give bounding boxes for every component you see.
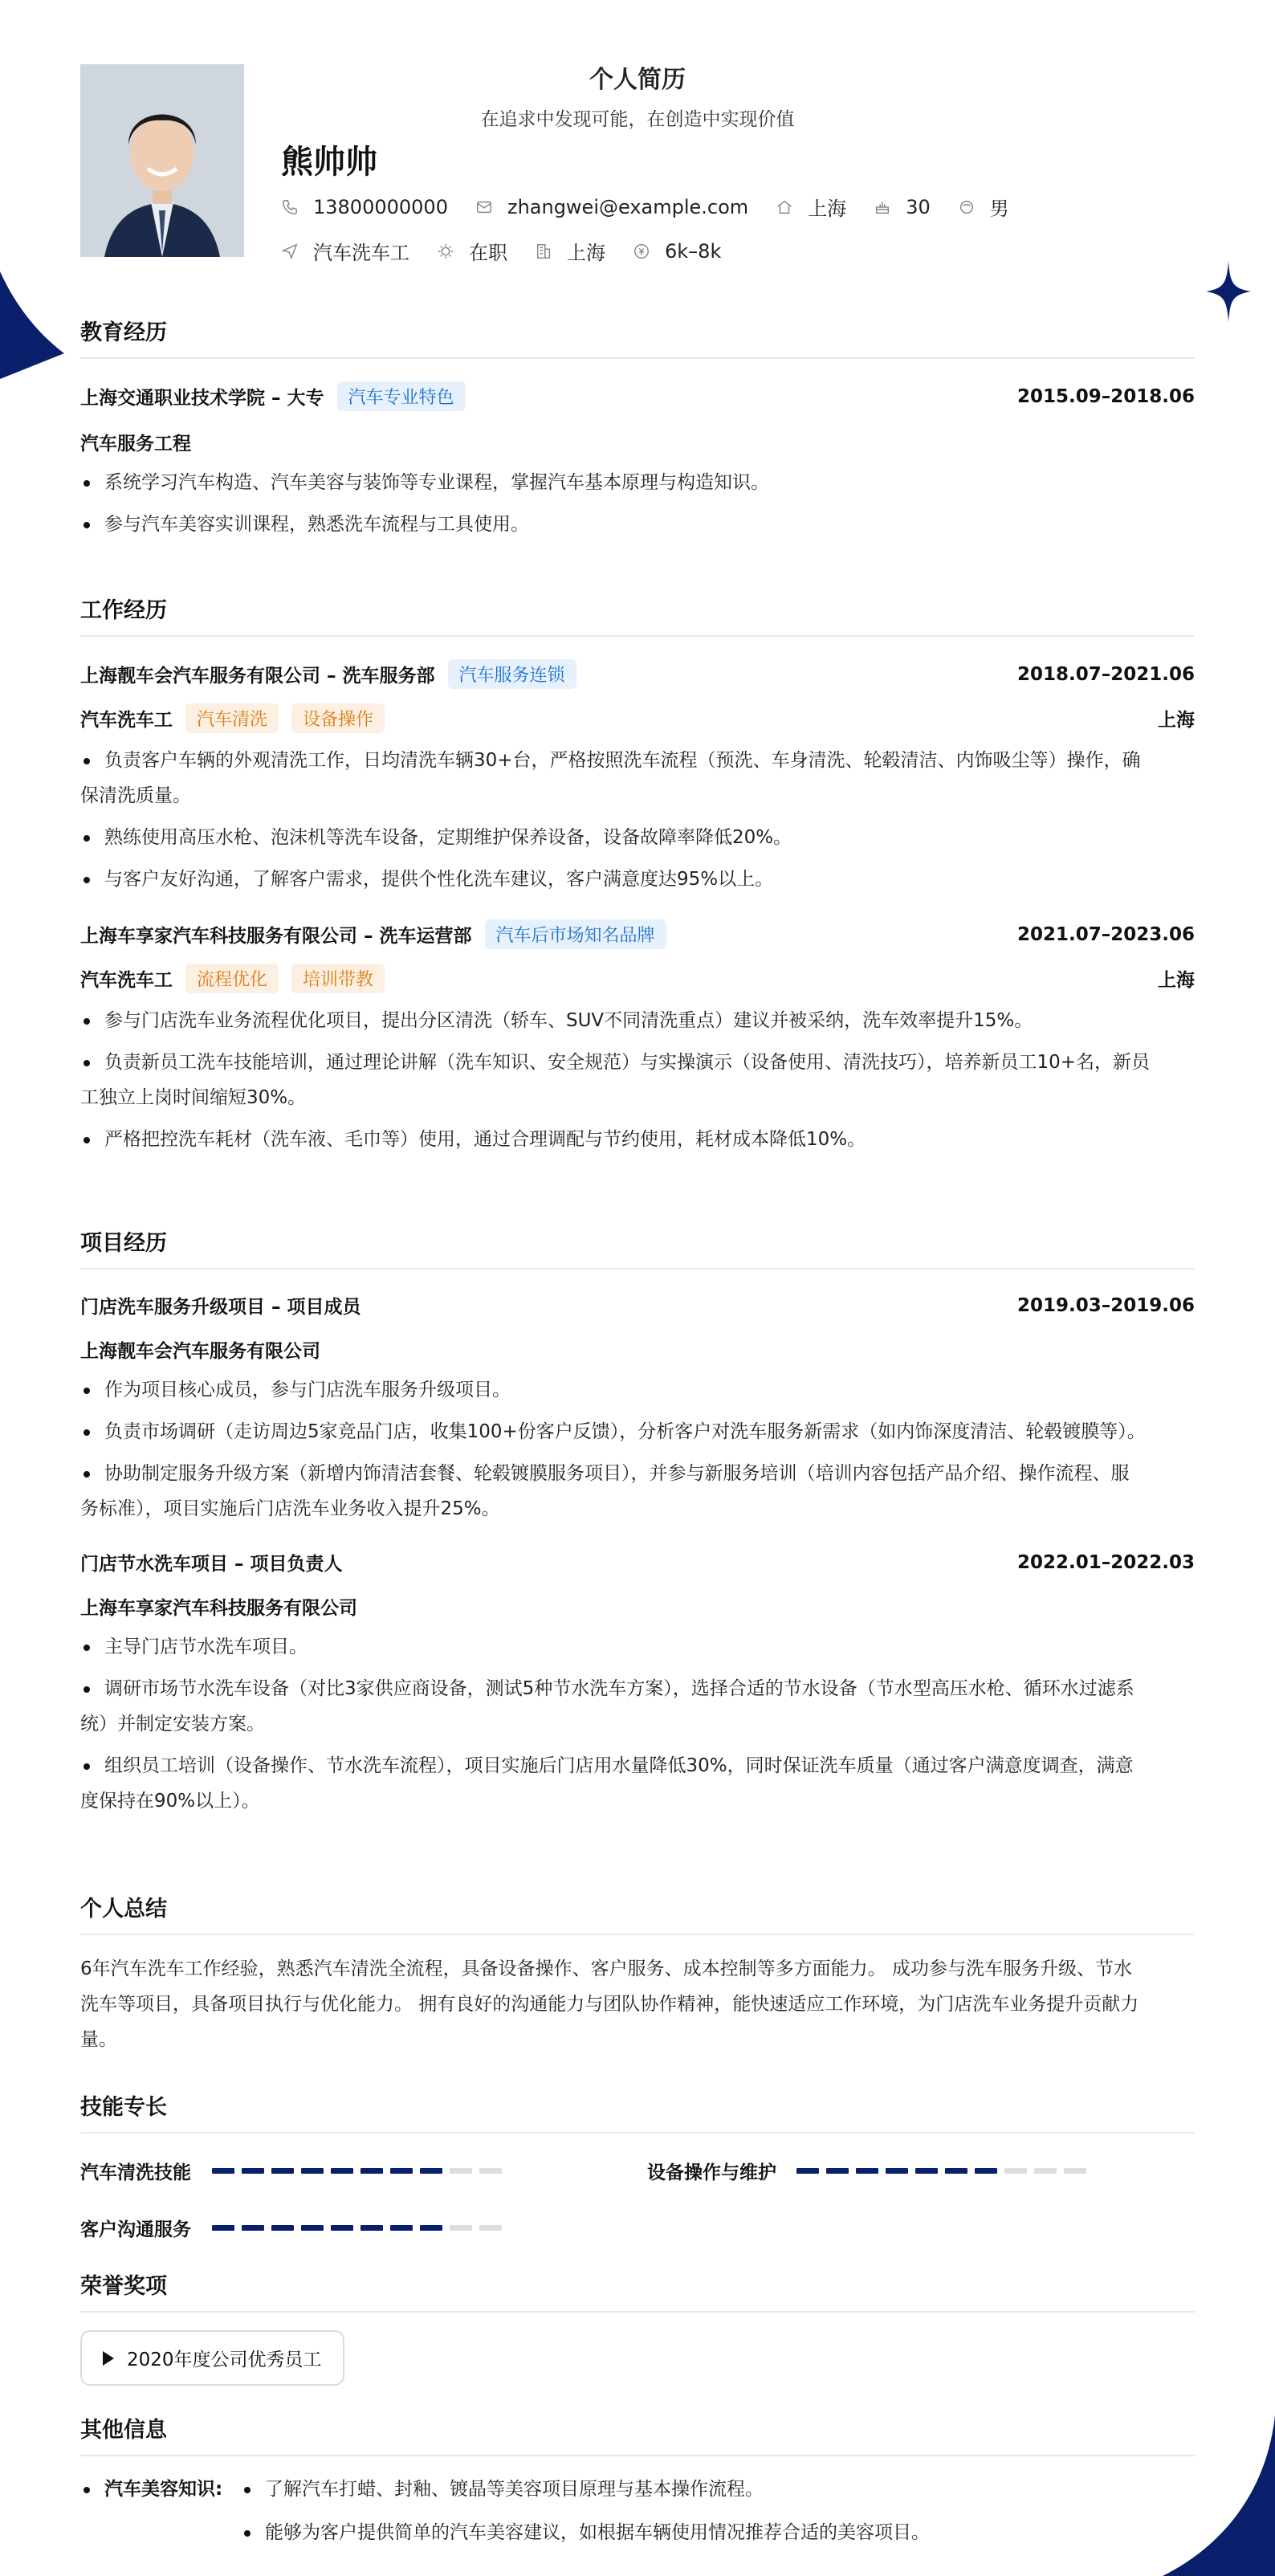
skill-segment-filled	[331, 2168, 353, 2174]
skill-segment-filled	[242, 2225, 264, 2231]
project-bullets	[80, 1629, 1195, 1819]
company-tag: 汽车服务连锁	[448, 659, 576, 689]
age-text: 30	[906, 195, 931, 218]
education-section	[80, 315, 1195, 542]
salary-icon	[633, 243, 650, 260]
work-section	[80, 593, 1195, 1157]
skill-segment-filled	[212, 2225, 234, 2231]
gender-icon	[958, 198, 976, 216]
company-name: 上海车享家汽车科技服务有限公司 – 洗车运营部	[80, 926, 472, 947]
job-entry-head	[80, 659, 1195, 689]
project-entry-head	[80, 1292, 1195, 1319]
skill-segment-filled	[945, 2168, 967, 2174]
skills-row	[80, 2158, 1195, 2184]
building-icon	[535, 243, 552, 260]
job-status-text: 在职	[469, 242, 507, 264]
education-bullets	[80, 465, 1195, 542]
job-date: 2021.07–2023.06	[1016, 923, 1195, 945]
list-item	[80, 1671, 1195, 1742]
skill-segment-filled	[301, 2168, 324, 2174]
project-entry-head	[80, 1549, 1195, 1575]
project-date: 2022.01–2022.03	[1016, 1551, 1195, 1573]
skill-segment-filled	[271, 2225, 294, 2231]
skill-segment-filled	[915, 2168, 938, 2174]
skill-segment-filled	[271, 2168, 294, 2174]
list-item: 参与汽车美容实训课程，熟悉洗车流程与工具使用。	[80, 507, 1195, 542]
skill-segment-filled	[420, 2225, 442, 2231]
skill-segment-filled	[390, 2225, 413, 2231]
skill-item	[80, 2215, 509, 2241]
project-date: 2019.03–2019.06	[1016, 1294, 1195, 1316]
salary-text: 6k–8k	[665, 239, 722, 263]
list-item: 了解汽车打蜡、封釉、镀晶等美容项目原理与基本操作流程。	[241, 2468, 930, 2511]
other-content	[80, 2468, 1195, 2554]
contact-info-row	[281, 193, 1037, 221]
list-item	[80, 743, 1195, 813]
honors-title: 荣誉奖项	[80, 2268, 1195, 2313]
skill-segment-empty	[1064, 2168, 1086, 2174]
skill-segment-filled	[212, 2168, 234, 2174]
list-item: 熟练使用高压水枪、泡沫机等洗车设备，定期维护保养设备，设备故障率降低20%。	[80, 820, 1195, 855]
list-item	[80, 1045, 1195, 1115]
bullet-line: 务标准），项目实施后门店洗车业务收入提升25%。	[80, 1498, 500, 1519]
other-section	[80, 2412, 1195, 2554]
job-city-text: 上海	[567, 242, 605, 264]
other-row	[80, 2468, 1195, 2554]
home-icon	[776, 198, 793, 216]
skill-segment-filled	[420, 2168, 442, 2174]
skill-segment-filled	[361, 2225, 383, 2231]
job-city: 上海	[1158, 710, 1195, 731]
skill-name: 设备操作与维护	[647, 2162, 776, 2183]
bullet-line: 负责客户车辆的外观清洗工作，日均清洗车辆30+台，严格按照洗车流程（预洗、车身清洗、轮毂清洁、内饰吸尘等）操作，确	[104, 750, 1141, 771]
project-bullets	[80, 1372, 1195, 1526]
job-bullets	[80, 1003, 1195, 1157]
phone-text: 13800000000	[313, 195, 448, 218]
education-title: 教育经历	[80, 315, 1195, 359]
list-item: 参与门店洗车业务流程优化项目，提出分区清洗（轿车、SUV不同清洗重点）建议并被采纳，洗车效率提升15%。	[80, 1003, 1195, 1038]
skill-segment-empty	[1004, 2168, 1027, 2174]
project-company: 上海车享家汽车科技服务有限公司	[80, 1598, 357, 1619]
list-item: 严格把控洗车耗材（洗车液、毛巾等）使用，通过合理调配与节约使用，耗材成本降低10%。	[80, 1122, 1195, 1157]
gender-item	[958, 193, 1009, 221]
job-bullets	[80, 743, 1195, 897]
projects-section	[80, 1225, 1195, 1819]
skills-section	[80, 2089, 1195, 2241]
job-city-item	[535, 237, 605, 265]
location-text: 上海	[808, 198, 847, 220]
skill-segment-filled	[390, 2168, 413, 2174]
salary-item	[633, 240, 721, 263]
summary-title: 个人总结	[80, 1891, 1195, 1935]
list-item: 负责市场调研（走访周边5家竞品门店，收集100+份客户反馈），分析客户对洗车服务新需求（如内饰深度清洁、轮毂镀膜等）。	[80, 1414, 1195, 1449]
role-name: 汽车洗车工	[80, 970, 173, 991]
honor-text: 2020年度公司优秀员工	[127, 2350, 322, 2370]
triangle-icon	[103, 2351, 114, 2366]
summary-line: 洗车等项目，具备项目执行与优化能力。 拥有良好的沟通能力与团队协作精神，能快速适应工作环境，为门店洗车业务提升贡献力	[80, 1994, 1139, 2015]
skill-segment-filled	[301, 2225, 324, 2231]
major-name: 汽车服务工程	[80, 434, 191, 454]
skill-item	[647, 2158, 1094, 2184]
job-target-text: 汽车洗车工	[313, 242, 409, 264]
status-icon	[437, 243, 454, 260]
document-title: 个人简历	[589, 66, 686, 94]
job-status-item	[437, 237, 507, 265]
resume-page	[80, 0, 1195, 2543]
job-info-row	[281, 237, 748, 265]
list-item: 能够为客户提供简单的汽车美容建议，如根据车辆使用情况推荐合适的美容项目。	[241, 2511, 930, 2554]
skills-row	[80, 2215, 1195, 2241]
location-item	[776, 193, 846, 221]
company-name: 上海靓车会汽车服务有限公司 – 洗车服务部	[80, 666, 435, 687]
job-role-row	[80, 964, 1195, 993]
skill-segment-filled	[796, 2168, 819, 2174]
bullet-line: 组织员工培训（设备操作、节水洗车流程），项目实施后门店用水量降低30%，同时保证洗车质量（通过客户满意度调查，满意	[104, 1755, 1134, 1776]
decorative-circle-left	[0, 225, 64, 385]
bullet-line: 负责新员工洗车技能培训，通过理论讲解（洗车知识、安全规范）与实操演示（设备使用、清洗技巧），培养新员工10+名，新员	[104, 1052, 1151, 1073]
skill-item	[80, 2158, 647, 2184]
bullet-line: 工独立上岗时间缩短30%。	[80, 1087, 307, 1108]
role-name: 汽车洗车工	[80, 710, 173, 731]
company-tag: 汽车后市场知名品牌	[485, 919, 666, 949]
role-tag: 汽车清洗	[185, 703, 279, 733]
skill-segment-filled	[826, 2168, 849, 2174]
skill-segment-empty	[1034, 2168, 1057, 2174]
list-item: 与客户友好沟通，了解客户需求，提供个性化洗车建议，客户满意度达95%以上。	[80, 862, 1195, 897]
education-entry-head	[80, 381, 1195, 411]
skill-segment-filled	[886, 2168, 908, 2174]
candidate-name: 熊帅帅	[281, 144, 377, 181]
education-tag: 汽车专业特色	[337, 381, 466, 411]
other-list	[241, 2468, 930, 2554]
bullet-line: 统）并制定安装方案。	[80, 1714, 265, 1734]
project-company: 上海靓车会汽车服务有限公司	[80, 1341, 320, 1362]
bullet-line: 调研市场节水洗车设备（对比3家供应商设备，测试5种节水洗车方案），选择合适的节水设备（节水型高压水枪、循环水过滤系	[104, 1678, 1134, 1699]
email-item	[475, 196, 748, 218]
list-item: 作为项目核心成员，参与门店洗车服务升级项目。	[80, 1372, 1195, 1408]
work-title: 工作经历	[80, 593, 1195, 637]
send-icon	[281, 243, 299, 260]
skill-segment-filled	[361, 2168, 383, 2174]
skill-segment-empty	[450, 2168, 472, 2174]
list-item	[80, 1748, 1195, 1819]
skill-segment-filled	[242, 2168, 264, 2174]
summary-line: 6年汽车洗车工作经验，熟悉汽车清洗全流程，具备设备操作、客户服务、成本控制等多方面能力。 成功参与洗车服务升级、节水	[80, 1958, 1132, 1979]
skill-segment-filled	[856, 2168, 878, 2174]
honor-item	[80, 2330, 344, 2386]
job-role-row	[80, 703, 1195, 733]
skill-name: 客户沟通服务	[80, 2219, 191, 2240]
role-tag: 设备操作	[291, 703, 385, 733]
skill-name: 汽车清洗技能	[80, 2162, 191, 2183]
skill-segment-empty	[479, 2168, 502, 2174]
star-icon	[1206, 261, 1251, 322]
phone-icon	[281, 198, 299, 216]
list-item: 系统学习汽车构造、汽车美容与装饰等专业课程，掌握汽车基本原理与构造知识。	[80, 465, 1195, 500]
projects-title: 项目经历	[80, 1225, 1195, 1270]
bullet-line: 度保持在90%以上）。	[80, 1791, 260, 1812]
list-item	[80, 1456, 1195, 1526]
skill-segment-filled	[975, 2168, 997, 2174]
job-target-item	[281, 237, 409, 265]
education-date: 2015.09–2018.06	[1016, 385, 1195, 407]
document-subtitle: 在追求中发现可能，在创造中实现价值	[480, 109, 795, 130]
honors-section	[80, 2268, 1195, 2386]
summary-section	[80, 1891, 1195, 2057]
phone-item	[281, 196, 448, 218]
role-tag: 培训带教	[291, 964, 385, 993]
role-tag: 流程优化	[185, 964, 279, 993]
skill-segment-filled	[331, 2225, 353, 2231]
summary-line: 量。	[80, 2029, 117, 2050]
resume-header	[80, 0, 1195, 321]
skill-level-bar	[212, 2225, 509, 2231]
age-item	[874, 196, 931, 218]
bullet-line: 保清洗质量。	[80, 785, 191, 806]
school-name: 上海交通职业技术学院 – 大专	[80, 388, 324, 409]
skill-level-bar	[796, 2168, 1094, 2174]
skills-title: 技能专长	[80, 2089, 1195, 2134]
job-date: 2018.07–2021.06	[1016, 663, 1195, 685]
project-name: 门店节水洗车项目 – 项目负责人	[80, 1554, 343, 1575]
cake-icon	[874, 198, 891, 216]
skill-level-bar	[212, 2168, 509, 2174]
list-item: 主导门店节水洗车项目。	[80, 1629, 1195, 1665]
skill-segment-empty	[450, 2225, 472, 2231]
skill-segment-empty	[479, 2225, 502, 2231]
bullet-line: 协助制定服务升级方案（新增内饰清洁套餐、轮毂镀膜服务项目），并参与新服务培训（培训内容包括产品介绍、操作流程、服	[104, 1463, 1130, 1484]
other-title: 其他信息	[80, 2412, 1195, 2456]
email-text: zhangwei@example.com	[507, 195, 749, 218]
mail-icon	[475, 198, 493, 216]
other-label: 汽车美容知识:	[80, 2468, 241, 2554]
job-entry-head	[80, 919, 1195, 949]
gender-text: 男	[989, 198, 1009, 220]
project-name: 门店洗车服务升级项目 – 项目成员	[80, 1297, 361, 1318]
job-city: 上海	[1158, 970, 1195, 991]
summary-text	[80, 1951, 1195, 2057]
